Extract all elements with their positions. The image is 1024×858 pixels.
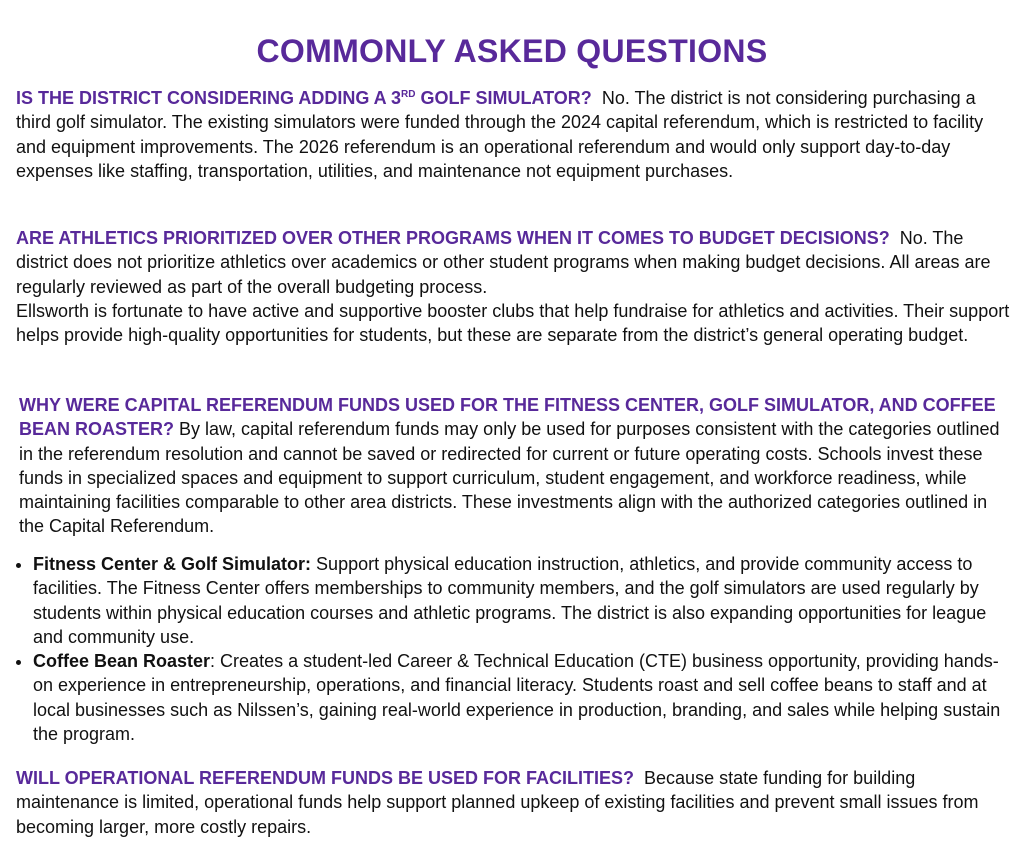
answer: Because state funding for building maintenance is limited, operational funds help support planned upkeep of existing facilities and prevent small issues from becoming larger, more costly repairs. bbox=[16, 768, 979, 837]
faq-item-athletics bbox=[16, 226, 1011, 347]
answer: By law, capital referendum funds may only be used for purposes consistent with the categories outlined in the referendum resolution and cannot be saved or redirected for current or future operating costs. Schools invest these funds in specialized spaces and equipment to support curriculum, student engagement, and workforce readiness, while maintaining facilities comparable to other area districts. These investments align with the authorized categories outlined in the Capital Referendum. bbox=[19, 419, 1000, 537]
question: ARE ATHLETICS PRIORITIZED OVER OTHER PROGRAMS WHEN IT COMES TO BUDGET DECISIONS? bbox=[16, 228, 890, 248]
page-title: COMMONLY ASKED QUESTIONS bbox=[256, 33, 768, 69]
bullet-text: : Creates a student-led Career & Technical Education (CTE) business opportunity, providing hands-on experience in entrepreneurship, operations, and financial literacy. Students roast and sell coffee beans to staff and at local businesses such as Nilssen’s, gaining real-world experience in production, branding, and sales while helping sustain the program. bbox=[33, 651, 1001, 745]
question: WHY WERE CAPITAL REFERENDUM FUNDS USED FOR THE FITNESS CENTER, GOLF SIMULATOR, AND COFFEE BEAN ROASTER? bbox=[19, 395, 996, 440]
question-text-end: GOLF SIMULATOR? bbox=[415, 88, 592, 108]
faq-item-golf-simulator bbox=[16, 86, 1011, 183]
bullet-label: Coffee Bean Roaster bbox=[33, 651, 211, 672]
bullet-list bbox=[0, 552, 1014, 746]
question-text: IS THE DISTRICT CONSIDERING ADDING A 3 bbox=[16, 88, 402, 108]
bullet-text: Support physical education instruction, athletics, and provide community access to facilities. The Fitness Center offers memberships to community members, and the golf simulators are used regularly by students within physical education courses and athletic programs. The district is also expanding opportunities for league and community use. bbox=[33, 554, 987, 647]
bullet-coffee-roaster bbox=[33, 649, 1014, 746]
answer: No. The district does not prioritize athletics over academics or other student programs when making budget decisions. All areas are regularly reviewed as part of the overall budgeting process. bbox=[16, 228, 991, 297]
bullet-fitness-golf bbox=[33, 552, 1014, 649]
question bbox=[16, 88, 592, 108]
answer-continued: Ellsworth is fortunate to have active and supportive booster clubs that help fundraise for athletics and activities. Their support helps provide high-quality opportunities for students, but these are separate from the district’s general operating budget. bbox=[16, 300, 1010, 346]
faq-item-capital-funds bbox=[19, 393, 1009, 539]
superscript: RD bbox=[401, 89, 416, 100]
answer: No. The district is not considering purchasing a third golf simulator. The existing simulators were funded through the 2024 capital referendum, which is restricted to facility and equipment improvements. The 2026 referendum is an operational referendum and would only support day-to-day expenses like staffing, transportation, utilities, and maintenance not equipment purchases. bbox=[16, 88, 984, 181]
question: WILL OPERATIONAL REFERENDUM FUNDS BE USED FOR FACILITIES? bbox=[16, 768, 635, 788]
bullet-label: Fitness Center & Golf Simulator: bbox=[33, 554, 312, 574]
faq-item-operational-funds bbox=[16, 766, 1011, 839]
